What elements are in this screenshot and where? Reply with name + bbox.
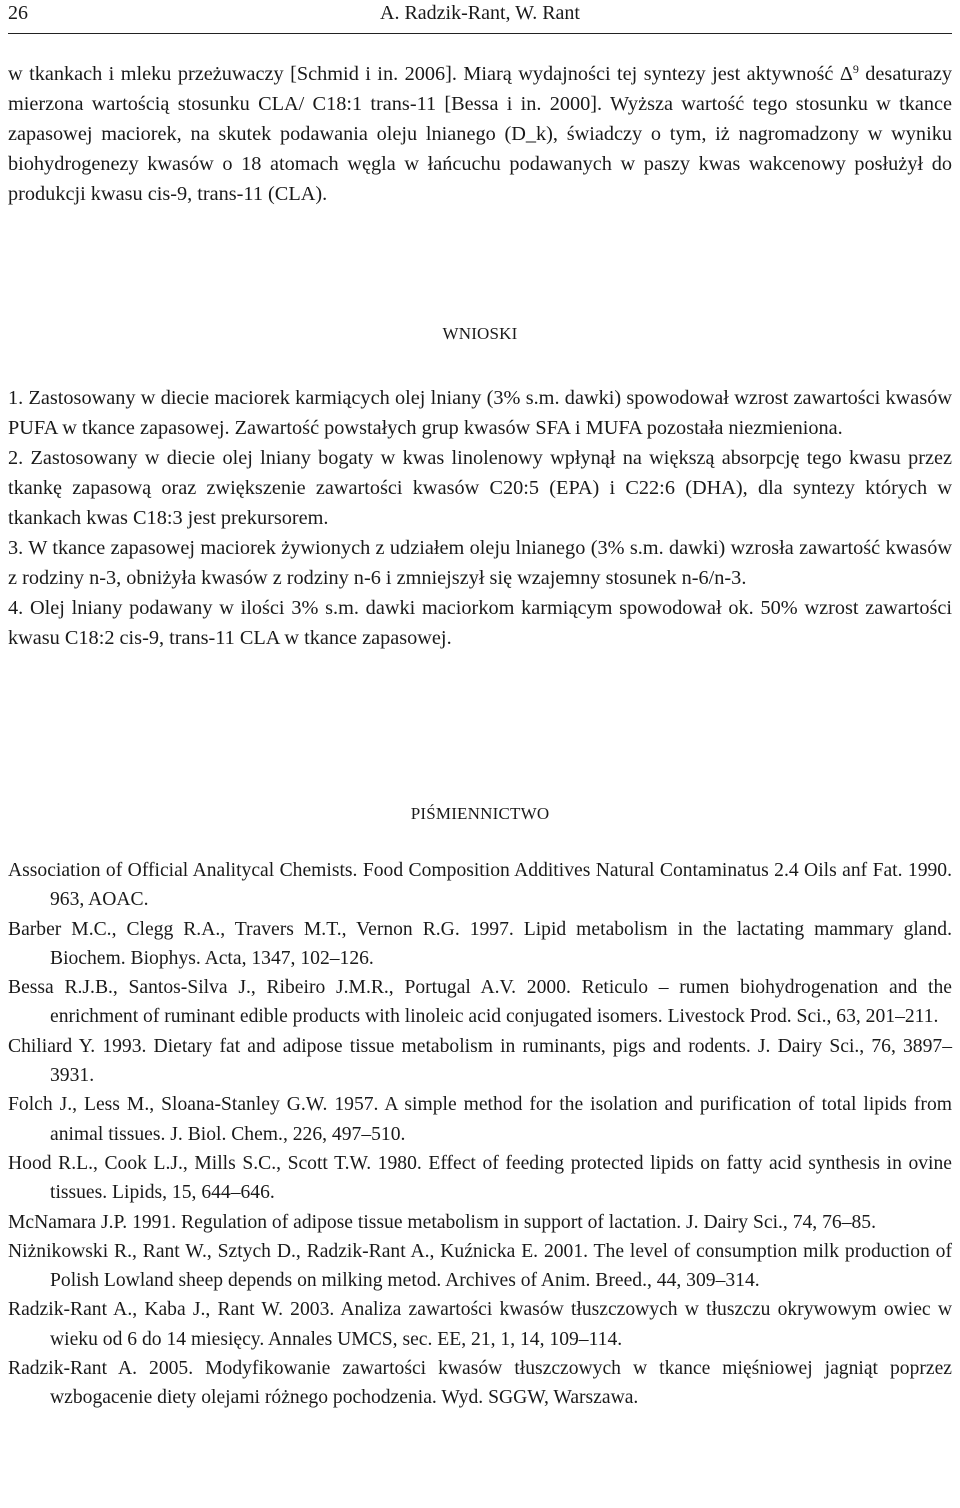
reference-item: Chiliard Y. 1993. Dietary fat and adipose tissue metabolism in ruminants, pigs and rodents. J. Dairy Sci., 76, 3897–3931. [8,1035,952,1087]
conclusion-item-2: 2. Zastosowany w diecie olej lniany bogaty w kwas linolenowy wpłynął na większą absorpcję tego kwasu przez tkankę zapasową oraz zwiększenie zawartości kwasów C20:5 (EPA) i C22:6 (DHA), dla syntezy których w tkankach kwas C18:3 jest prekursorem. [8,447,952,529]
reference-item: Niżnikowski R., Rant W., Sztych D., Radzik-Rant A., Kuźnicka E. 2001. The level of consumption milk production of Polish Lowland sheep depends on milking metod. Archives of Anim. Breed., 44, 309–314. [8,1240,952,1292]
conclusions-heading: WNIOSKI [442,324,518,343]
intro-text-part1: w tkankach i mleku przeżuwaczy [Schmid i in. 2006]. Miarą wydajności tej syntezy jest aktywność Δ [8,63,853,85]
references-list [8,856,952,1413]
header-rule [8,33,952,34]
running-header [8,0,952,30]
reference-item: Radzik-Rant A., Kaba J., Rant W. 2003. Analiza zawartości kwasów tłuszczowych w tłuszczu okrywowym owiec w wieku od 6 do 14 miesięcy. Annales UMCS, sec. EE, 21, 1, 14, 109–114. [8,1299,952,1350]
intro-text-part2: desaturazy mierzona wartością stosunku CLA/ C18:1 trans-11 [Bessa i in. 2000]. Wyższa wartość tego stosunku w tkance zapasowej maciorek, na skutek podawania oleju lnianego (D_k), świadczy o tym, iż nagromadzony w wyniku biohydrogenezy kwasów o 18 atomach węgla w łańcuchu podawanych w paszy kwas wakcenowy posłużył do produkcji kwasu cis-9, trans-11 (CLA). [8,63,952,205]
reference-item: Bessa R.J.B., Santos-Silva J., Ribeiro J.M.R., Portugal A.V. 2000. Reticulo – rumen biohydrogenation and the enrichment of ruminant edible products with linoleic acid conjugated isomers. Livestock Prod. Sci., 63, 201–211. [8,977,952,1028]
reference-item: Folch J., Less M., Sloana-Stanley G.W. 1957. A simple method for the isolation and purification of total lipids from animal tissues. J. Biol. Chem., 226, 497–510. [8,1094,952,1145]
conclusion-item-4: 4. Olej lniany podawany w ilości 3% s.m. dawki maciorkom karmiącym spowodował ok. 50% wzrost zawartości kwasu C18:2 cis-9, trans-11 CLA w tkance zapasowej. [8,597,952,649]
page-number: 26 [8,2,28,24]
intro-paragraph [8,59,952,209]
conclusion-item-1: 1. Zastosowany w diecie maciorek karmiących olej lniany (3% s.m. dawki) spowodował wzrost zawartości kwasów PUFA w tkance zapasowej. Zawartość powstałych grup kwasów SFA i MUFA pozostała niezmieniona. [8,387,952,439]
reference-item: Association of Official Analitycal Chemists. Food Composition Additives Natural Contaminatus 2.4 Oils anf Fat. 1990. 963, AOAC. [8,860,952,911]
intro-superscript: 9 [852,62,859,76]
intro-text [8,59,952,209]
references-heading: PIŚMIENNICTWO [410,804,550,823]
reference-item: Barber M.C., Clegg R.A., Travers M.T., Vernon R.G. 1997. Lipid metabolism in the lactating mammary gland. Biochem. Biophys. Acta, 1347, 102–126. [8,918,952,969]
reference-item: Radzik-Rant A. 2005. Modyfikowanie zawartości kwasów tłuszczowych w tkance mięśniowej jagniąt poprzez wzbogacenie diety olejami różnego pochodzenia. Wyd. SGGW, Warszawa. [8,1358,952,1409]
running-head-authors: A. Radzik-Rant, W. Rant [380,2,580,24]
conclusion-item-3: 3. W tkance zapasowej maciorek żywionych z udziałem oleju lnianego (3% s.m. dawki) wzrosła zawartość kwasów z rodziny n-3, obniżyła kwasów z rodziny n-6 i zmniejszył się wzajemny stosunek n-6/n-3. [8,537,952,589]
conclusions-list [8,383,952,653]
reference-item: McNamara J.P. 1991. Regulation of adipose tissue metabolism in support of lactation. J. Dairy Sci., 74, 76–85. [8,1211,876,1233]
reference-item: Hood R.L., Cook L.J., Mills S.C., Scott T.W. 1980. Effect of feeding protected lipids on fatty acid synthesis in ovine tissues. Lipids, 15, 644–646. [8,1152,952,1204]
